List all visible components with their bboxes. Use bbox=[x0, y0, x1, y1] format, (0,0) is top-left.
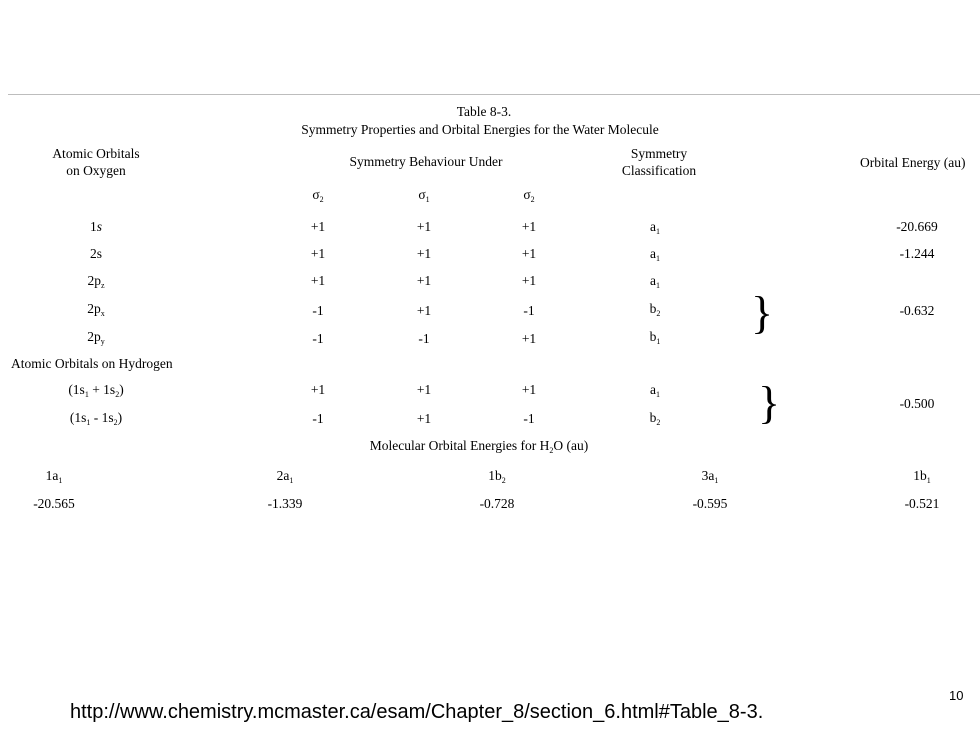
cell-1s-op3: +1 bbox=[521, 219, 537, 234]
oxygen-orbital-2pz: $2p_z$ bbox=[87, 273, 105, 290]
oxygen-orbital-2s: 2s bbox=[89, 246, 103, 261]
operation-2: $\sigma_1$ bbox=[418, 187, 430, 204]
table-title: Symmetry Properties and Orbital Energies for the Water Molecule bbox=[301, 122, 659, 137]
hydrogen-orbital-sum: $(1s_1 + 1s_2)$ bbox=[68, 382, 124, 399]
mo-energy-1a1: -20.565 bbox=[33, 496, 75, 511]
mo-label-1b2: $1b_2$ bbox=[488, 468, 506, 485]
oxygen-orbital-2py: $2p_y$ bbox=[87, 329, 105, 346]
hydrogen-section-header: Atomic Orbitals on Hydrogen bbox=[11, 356, 173, 371]
cell-2py-op2: -1 bbox=[418, 331, 430, 346]
cell-2s-op1: +1 bbox=[310, 246, 326, 261]
header-atomic-orbitals-line1: Atomic Orbitals bbox=[52, 146, 140, 161]
class-2px: $b_2$ bbox=[649, 301, 661, 318]
class-1s: $a_1$ bbox=[650, 219, 660, 236]
source-url: http://www.chemistry.mcmaster.ca/esam/Chapter_8/section_6.html#Table_8-3. bbox=[70, 701, 764, 723]
cell-1s-op1: +1 bbox=[310, 219, 326, 234]
mo-label-1a1: $1a_1$ bbox=[45, 468, 63, 485]
header-symmetry-classification-line1: Symmetry bbox=[630, 146, 688, 161]
cell-hdiff-op3: -1 bbox=[523, 411, 535, 426]
mo-energy-2a1: -1.339 bbox=[267, 496, 303, 511]
cell-2py-op3: +1 bbox=[521, 331, 537, 346]
cell-2px-op2: +1 bbox=[416, 303, 432, 318]
cell-1s-op2: +1 bbox=[416, 219, 432, 234]
mo-label-2a1: $2a_1$ bbox=[276, 468, 294, 485]
operation-3: $\sigma_2$ bbox=[523, 187, 535, 204]
mo-energy-3a1: -0.595 bbox=[692, 496, 728, 511]
energy-1s: -20.669 bbox=[896, 219, 938, 234]
cell-2px-op1: -1 bbox=[312, 303, 324, 318]
mo-label-1b1: $1b_1$ bbox=[913, 468, 931, 485]
class-2pz: $a_1$ bbox=[650, 273, 660, 290]
mo-label-3a1: $3a_1$ bbox=[701, 468, 719, 485]
cell-2s-op3: +1 bbox=[521, 246, 537, 261]
cell-hdiff-op1: -1 bbox=[312, 411, 324, 426]
mo-energies-title: Molecular Orbital Energies for $H_2O$ (au) bbox=[369, 438, 589, 455]
header-orbital-energy: Orbital Energy (au) bbox=[860, 155, 966, 170]
cell-2s-op2: +1 bbox=[416, 246, 432, 261]
cell-hsum-op1: +1 bbox=[310, 382, 326, 397]
energy-hydrogen-group: -0.500 bbox=[899, 396, 935, 411]
energy-2s: -1.244 bbox=[899, 246, 935, 261]
class-hdiff: $b_2$ bbox=[649, 410, 661, 427]
cell-hsum-op2: +1 bbox=[416, 382, 432, 397]
cell-2py-op1: -1 bbox=[312, 331, 324, 346]
class-2py: $b_1$ bbox=[649, 329, 661, 346]
cell-2px-op3: -1 bbox=[523, 303, 535, 318]
class-hsum: $a_1$ bbox=[650, 382, 660, 399]
top-divider bbox=[8, 94, 980, 95]
mo-energy-1b1: -0.521 bbox=[904, 496, 940, 511]
cell-hsum-op3: +1 bbox=[521, 382, 537, 397]
brace-hydrogen-group: } bbox=[757, 377, 781, 428]
operation-1: $\sigma_2$ bbox=[312, 187, 324, 204]
oxygen-orbital-1s: 1s bbox=[89, 219, 103, 234]
mo-energy-1b2: -0.728 bbox=[479, 496, 515, 511]
cell-2pz-op3: +1 bbox=[521, 273, 537, 288]
energy-oxygen-group: -0.632 bbox=[899, 303, 935, 318]
header-symmetry-behaviour: Symmetry Behaviour Under bbox=[349, 154, 503, 169]
table-number: Table 8-3. bbox=[456, 104, 512, 119]
cell-hdiff-op2: +1 bbox=[416, 411, 432, 426]
cell-2pz-op1: +1 bbox=[310, 273, 326, 288]
hydrogen-orbital-diff: $(1s_1 - 1s_2)$ bbox=[69, 410, 123, 427]
class-2s: $a_1$ bbox=[650, 246, 660, 263]
oxygen-orbital-2px: $2p_x$ bbox=[87, 301, 105, 318]
header-atomic-orbitals-line2: on Oxygen bbox=[66, 163, 126, 178]
header-symmetry-classification-line2: Classification bbox=[621, 163, 697, 178]
page-number: 10 bbox=[949, 688, 964, 703]
cell-2pz-op2: +1 bbox=[416, 273, 432, 288]
brace-oxygen-group: } bbox=[750, 287, 774, 338]
